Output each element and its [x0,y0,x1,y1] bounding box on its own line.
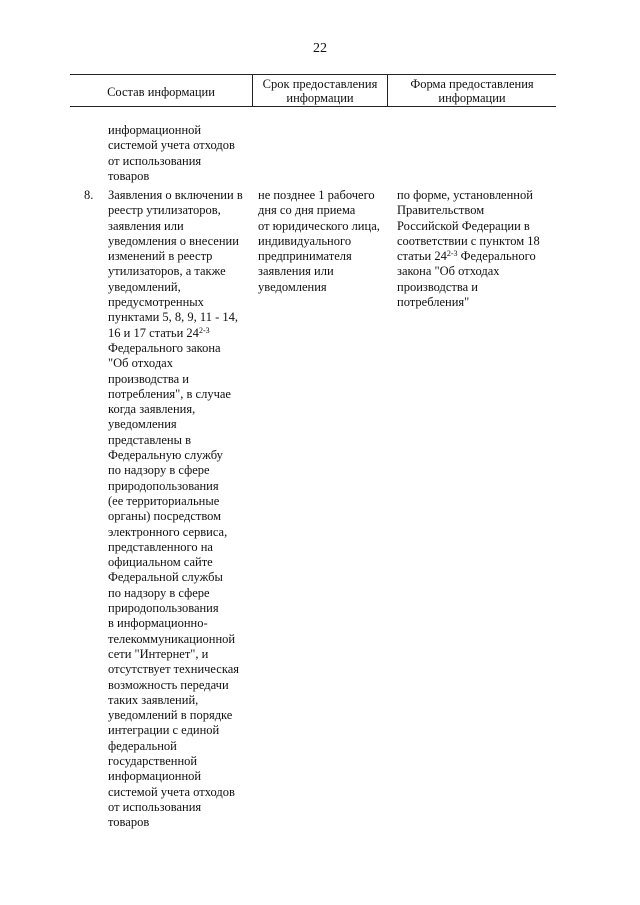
header-composition: Состав информации [107,85,215,99]
article-superscript: 2-3 [446,249,458,259]
row8-form-part2: Федерального закона "Об отходах производства и потребления" [397,249,536,310]
row8-form-part1: по форме, установленной Правительством Российской Федерации в соответствии с пунктом 18 статьи 24 [397,188,540,264]
row8-composition-part1: Заявления о включении в реестр утилизаторов, заявления или уведомления о внесении изменений в реестр утилизаторов, а также уведомлений, предусмотренных пунктами 5, 8, 9, 11 - 14, 16 и 17 статьи 24 [108,188,243,340]
header-deadline: Срок предоставления информации [262,77,378,105]
row8-deadline: не позднее 1 рабочего дня со дня приема от юридического лица, индивидуального предпринимателя заявления или уведомления [258,188,380,294]
row-number: 8. [84,188,94,202]
page-number: 22 [313,41,327,56]
table-header-border [70,106,556,107]
continuation-text: информационной системой учета отходов от использования товаров [108,123,235,183]
row8-composition [108,188,254,830]
row8-form [397,188,557,310]
article-superscript: 2-3 [198,325,210,335]
header-form: Форма предоставления информации [410,77,534,105]
row8-composition-part2: Федерального закона "Об отходах производства и потребления", в случае когда заявления, уведомления представлены в Федеральную службу по надзору в сфере природопользования (ее территориальные органы) посредством электронного сервиса, представленного на официальном сайте Федеральной службы по надзору в сфере природопользования в информационно- телекоммуникационной сети "Интернет", и отсутствует техническая возможность передачи таких заявлений, уведомлений в порядке интеграции с единой федеральной государственной информационной системой учета отходов от использования товаров [108,340,240,830]
table-top-border [70,74,556,75]
